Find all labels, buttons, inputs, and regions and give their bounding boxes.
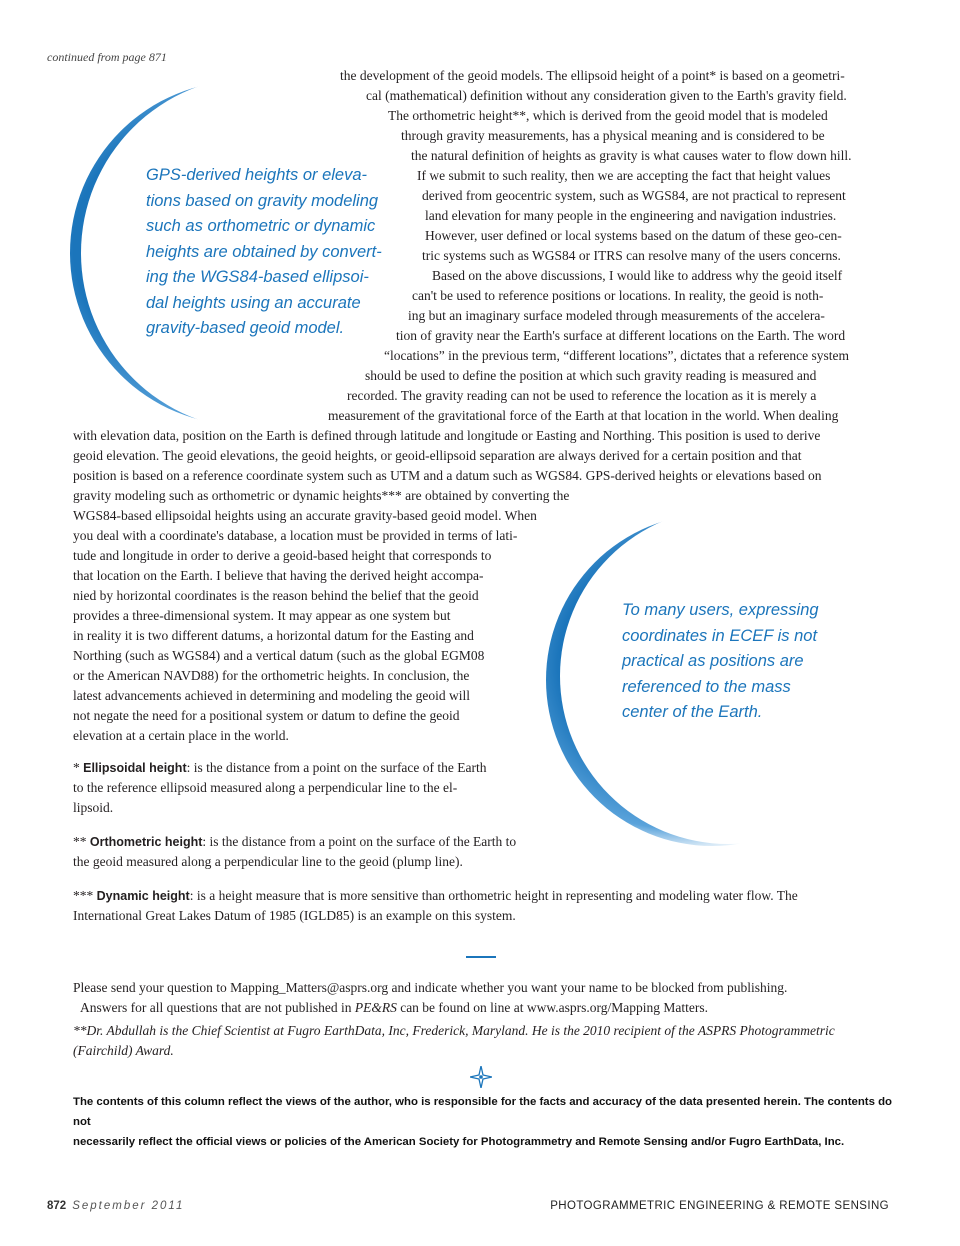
contact-info [73,978,903,1018]
pull-quote-line: referenced to the mass [622,677,791,696]
body-line: derived from geocentric system, such as WGS84, are not practical to represent [422,188,846,203]
body-line: “locations” in the previous term, “different locations”, dictates that a reference system [384,348,849,363]
footnote-mark: *** [73,888,97,903]
body-line: The orthometric height**, which is derived from the geoid model that is modeled [388,108,828,123]
footnote-ellipsoidal-height [73,758,903,818]
footnote-mark: ** [73,834,90,849]
contact-line [73,998,903,1018]
pull-quote-gps-heights [146,163,382,342]
pull-quote-line: To many users, expressing [622,601,819,619]
author-note [73,1021,903,1061]
pull-quote-line: heights are obtained by convert- [146,242,382,261]
body-line: tude and longitude in order to derive a geoid-based height that corresponds to [73,548,492,563]
body-line: If we submit to such reality, then we are accepting the fact that height values [417,168,831,183]
disclaimer-line: The contents of this column reflect the views of the author, who is responsible for the facts and accuracy of the data presented herein. The contents do not [73,1096,893,1128]
contact-text: can be found on line at www.asprs.org/Mapping Matters. [396,1000,709,1015]
body-line: cal (mathematical) definition without any consideration given to the Earth's gravity field. [366,88,847,103]
body-line: WGS84-based ellipsoidal heights using an accurate gravity-based geoid model. When [73,508,537,523]
footnote-term: Orthometric height [89,835,203,849]
body-line: Based on the above discussions, I would like to address why the geoid itself [432,268,843,283]
page-footer-left [47,1200,184,1212]
author-note-line: **Dr. Abdullah is the Chief Scientist at Fugro EarthData, Inc, Frederick, Maryland. He is the 2010 recipient of the ASPRS Photogrammetric [73,1023,835,1038]
continued-note: continued from page 871 [47,50,167,64]
body-line: in reality it is two different datums, a horizontal datum for the Easting and [73,628,474,643]
body-line: that location on the Earth. I believe that having the derived height accompa- [73,568,484,583]
body-line: latest advancements achieved in determining and modeling the geoid will [73,688,471,703]
star-ornament-icon [470,1066,492,1088]
pull-quote-line: dal heights using an accurate [146,293,361,312]
footnote-text: : is the distance from a point on the surface of the Earth [186,760,487,775]
pull-quote-line: practical as positions are [622,652,804,670]
body-line: tion of gravity near the Earth's surface at different locations on the Earth. The word [396,328,846,343]
body-line: nied by horizontal coordinates is the reason behind the belief that the geoid [73,588,479,603]
body-line: measurement of the gravitational force of the Earth at that location in the world. When dealing [328,408,839,423]
journal-name: PHOTOGRAMMETRIC ENGINEERING & REMOTE SENSING [550,1200,889,1212]
pull-quote-ecef [622,598,819,726]
disclaimer [73,1092,895,1152]
page-number: 872 [47,1200,67,1212]
body-line: not negate the need for a positional system or datum to define the geoid [73,708,460,723]
footnote-text: the geoid measured along a perpendicular line to the geoid (plump line). [73,854,463,869]
pull-quote-line: GPS-derived heights or eleva- [146,166,368,184]
pull-quote-line: center of the Earth. [622,703,763,721]
footnote-mark: * [73,760,84,775]
body-line: geoid elevation. The geoid elevations, the geoid heights, or geoid-ellipsoid separation are always derived for a certain position and that [73,448,802,463]
section-divider [466,956,496,958]
footnote-dynamic-height [73,886,903,926]
issue-date: September 2011 [72,1200,185,1212]
footnote-text: : is the distance from a point on the surface of the Earth to [202,834,517,849]
pull-quote-line: gravity-based geoid model. [146,319,345,337]
body-line: elevation at a certain place in the world. [73,728,289,743]
body-line: position is based on a reference coordinate system such as UTM and a datum such as WGS84. GPS-derived heights or elevations based on [73,468,822,483]
body-line: with elevation data, position on the Earth is defined through latitude and longitude or Easting and Northing. This position is used to derive [73,428,821,443]
disclaimer-line: necessarily reflect the official views or policies of the American Society for Photogrammetry and Remote Sensing and/or Fugro EarthData, Inc. [73,1136,845,1148]
footnote-orthometric-height [73,832,903,872]
contact-text: Answers for all questions that are not published in [80,1000,355,1015]
body-line: recorded. The gravity reading can not be used to reference the location as it is merely a [347,388,817,403]
body-line: However, user defined or local systems based on the datum of these geo-cen- [425,228,842,243]
footnote-term: Dynamic height [96,889,190,903]
pull-quote-line: such as orthometric or dynamic [146,217,376,235]
contact-line: Please send your question to Mapping_Matters@asprs.org and indicate whether you want your name to be blocked from publishing. [73,980,788,995]
footnote-text: to the reference ellipsoid measured along a perpendicular line to the el- [73,780,458,795]
publication-name: PE&RS [354,1000,397,1015]
footnote-text: International Great Lakes Datum of 1985 (IGLD85) is an example on this system. [73,908,516,923]
pull-quote-line: ing the WGS84-based ellipsoi- [146,268,369,286]
body-line: provides a three-dimensional system. It may appear as one system but [73,608,451,623]
body-line: the natural definition of heights as gravity is what causes water to flow down hill. [411,148,852,163]
author-note-line: (Fairchild) Award. [73,1043,174,1058]
body-line: or the American NAVD88) for the orthometric heights. In conclusion, the [73,668,470,683]
footnote-term: Ellipsoidal height [83,761,187,775]
body-line: you deal with a coordinate's database, a location must be provided in terms of lati- [73,528,518,543]
footnote-text: lipsoid. [73,800,114,815]
footnote-text: : is a height measure that is more sensitive than orthometric height in representing and modeling water flow. The [189,888,798,903]
body-line: land elevation for many people in the engineering and navigation industries. [425,208,837,223]
body-line: ing but an imaginary surface modeled through measurements of the accelera- [408,308,825,323]
pull-quote-line: tions based on gravity modeling [146,191,379,210]
body-line: gravity modeling such as orthometric or dynamic heights*** are obtained by converting the [73,488,570,503]
body-line: should be used to define the position at which such gravity reading is measured and [365,368,817,383]
body-line: Northing (such as WGS84) and a vertical datum (such as the global EGM08 [73,648,485,663]
body-line: through gravity measurements, has a physical meaning and is considered to be [401,128,825,143]
pull-quote-line: coordinates in ECEF is not [622,626,818,645]
body-line: can't be used to reference positions or locations. In reality, the geoid is noth- [412,288,824,303]
body-line: tric systems such as WGS84 or ITRS can resolve many of the users concerns. [422,248,841,263]
body-line: the development of the geoid models. The ellipsoid height of a point* is based on a geometri- [340,68,845,83]
